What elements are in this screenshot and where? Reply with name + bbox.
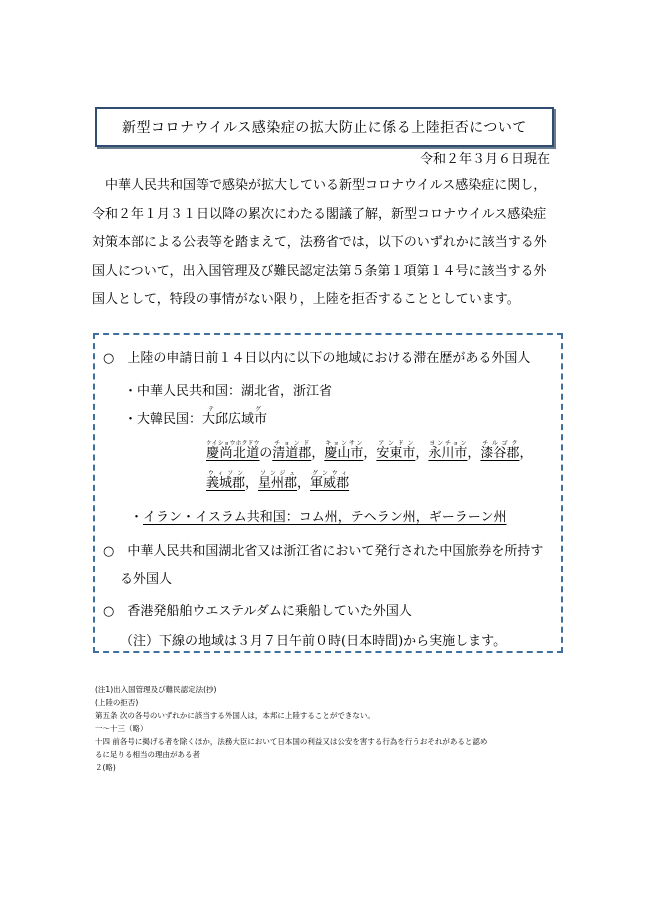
footnote-line: るに足りる相当の理由がある者 [95,750,200,759]
korea-region: 軍威郡グンウィ [310,470,350,491]
intro-line: 国人として，特段の事情がない限り，上陸を拒否することとしています。 [92,292,520,308]
item-1: ○ 上陸の申請日前１４日以内に以下の地域における滞在歴がある外国人 [103,351,531,366]
china-regions: ・中華人民共和国：湖北省，浙江省 [124,384,333,399]
korea-region: 慶尚北道ケイショウホクドウ [206,440,260,461]
korea-line [124,406,267,427]
title-box [95,107,554,147]
date-line: 令和２年３月６日現在 [419,152,550,167]
item-2-line-2: る外国人 [120,572,173,587]
separator: ， [311,446,325,461]
intro-paragraph [92,172,554,315]
korea-region: 永川市ヨンチョン [428,440,468,461]
iran-line: ・イラン・イスラム共和国：コム州，テヘラン州，ギーラーン州 [130,510,507,525]
separator: ， [467,446,481,461]
korea-region: 義城郡ウィソン [206,470,246,491]
footnote-line: 第五条 次の各号のいずれかに該当する外国人は，本邦に上陸することができない。 [95,711,375,720]
footnotes [95,683,555,774]
separator: ， [363,446,377,461]
intro-line: 令和２年１月３１日以降の累次にわたる閣議了解，新型コロナウイルス感染症 [92,206,547,222]
korea-region: 漆谷郡チルゴク [480,440,520,461]
footnote-line: ２(略) [95,763,116,772]
korea-region: 清道郡チョンド [272,440,312,461]
korea-regions-row-1 [206,440,532,461]
page-title: 新型コロナウイルス感染症の拡大防止に係る上陸拒否について [122,120,527,136]
korea-regions-row-2 [206,470,349,491]
footnote-line: (上陸の拒否) [95,698,139,707]
korea-region: 星州郡ソンジュ [258,470,298,491]
separator: ， [415,446,429,461]
separator: ， [245,476,259,491]
underline-note: （注）下線の地域は３月７日午前０時(日本時間)から実施します。 [120,634,507,649]
iran-regions: イラン・イスラム共和国：コム州，テヘラン州，ギーラーン州 [143,510,507,525]
item-3: ○ 香港発船舶ウエステルダムに乗船していた外国人 [103,604,412,619]
intro-line: 中華人民共和国等で感染が拡大している新型コロナウイルス感染症に関し， [105,178,547,193]
footnote-line: 一～十三（略） [95,724,148,733]
footnote-line: 十四 前各号に掲げる者を除くほか，法務大臣において日本国の利益又は公安を害する行為を行うおそれがあると認め [95,737,488,746]
item-2-line-1: ○ 中華人民共和国湖北省又は浙江省において発行された中国旅券を所持す [103,544,544,559]
intro-line: 国人について，出入国管理及び難民認定法第５条第１項第１４号に該当する外 [92,263,547,279]
separator: ， [297,476,311,491]
korea-region: 安東市アンドン [376,440,416,461]
daegu-city: 大邱広域市テグ [202,406,268,427]
korea-region: 慶山市キョンサン [324,440,364,461]
footnote-line: (注1)出入国管理及び難民認定法(抄) [95,685,217,694]
intro-line: 対策本部による公表等を踏まえて，法務省では，以下のいずれかに該当する外 [92,235,547,251]
korea-label: ・大韓民国： [124,412,203,427]
separator: の [259,446,273,461]
separator: ， [519,446,533,461]
